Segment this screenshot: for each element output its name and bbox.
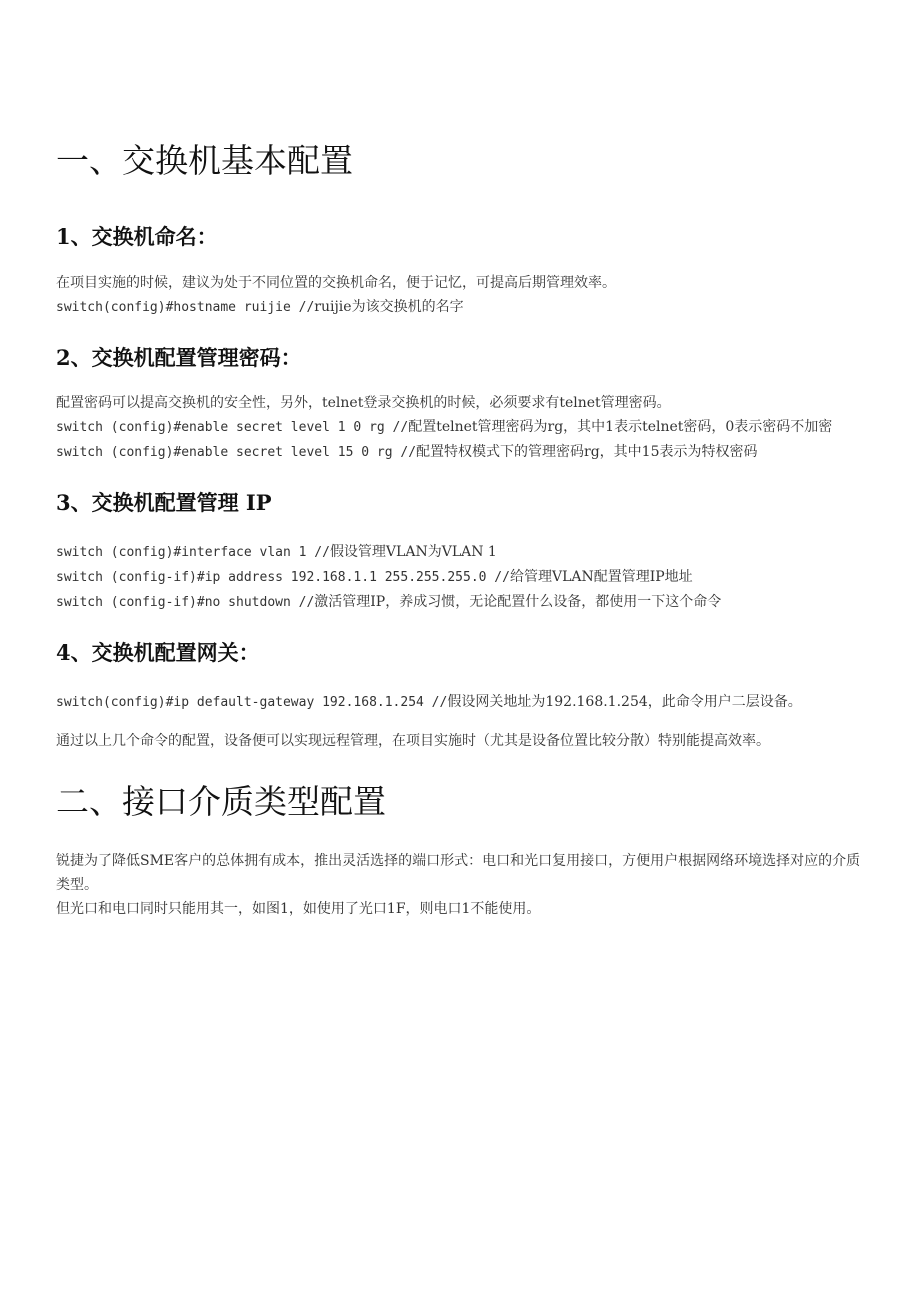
paragraph-naming-intro: 在项目实施的时候，建议为处于不同位置的交换机命名，便于记忆，可提高后期管理效率。 (56, 274, 616, 291)
command-comment: 配置特权模式下的管理密码rg，其中15表示为特权密码 (416, 443, 758, 460)
subheading-password: 2、交换机配置管理密码： (56, 344, 302, 370)
subheading-management-ip: 3、交换机配置管理 IP (56, 489, 272, 515)
command-text: switch (config-if)#ip address 192.168.1.1 255.255.255.0 // (56, 570, 510, 586)
section-heading-basic-config: 一、交换机基本配置 (56, 141, 353, 180)
paragraph-summary: 通过以上几个命令的配置，设备便可以实现远程管理，在项目实施时（尤其是设备位置比较分散）特别能提高效率。 (56, 733, 770, 750)
command-comment: 假设网关地址为192.168.1.254，此命令用户二层设备。 (447, 694, 802, 711)
paragraph-media-note: 但光口和电口同时只能用其一，如图1，如使用了光口1F，则电口1不能使用。 (56, 900, 541, 917)
command-text: switch (config-if)#no shutdown // (56, 595, 315, 611)
command-text: switch (config)#interface vlan 1 // (56, 545, 330, 561)
command-line-default-gateway (56, 690, 866, 715)
command-line-hostname (56, 295, 866, 320)
command-text: switch(config)#ip default-gateway 192.168.1.254 // (56, 695, 448, 711)
paragraph-media-intro: 锐捷为了降低SME客户的总体拥有成本，推出灵活选择的端口形式：电口和光口复用接口，方便用户根据网络环境选择对应的介质类型。 (56, 852, 861, 893)
command-text: switch(config)#hostname ruijie // (56, 299, 315, 315)
section-heading-media-type: 二、接口介质类型配置 (56, 782, 386, 822)
command-comment: 配置telnet管理密码为rg，其中1表示telnet密码，0表示密码不加密 (408, 418, 833, 435)
command-comment: 假设管理VLAN为VLAN 1 (329, 544, 497, 561)
command-line-no-shutdown (56, 590, 866, 615)
command-comment: 激活管理IP，养成习惯，无论配置什么设备，都使用一下这个命令 (314, 594, 722, 611)
command-line-ip-address (56, 565, 866, 590)
command-text: switch (config)#enable secret level 15 0 rg // (56, 444, 417, 460)
paragraph-password-intro: 配置密码可以提高交换机的安全性，另外，telnet登录交换机的时候，必须要求有telnet管理密码。 (56, 394, 671, 411)
command-line-telnet-secret (56, 415, 866, 440)
subheading-gateway: 4、交换机配置网关： (56, 640, 260, 666)
subheading-switch-naming: 1、交换机命名： (56, 224, 218, 250)
command-text: switch (config)#enable secret level 1 0 rg // (56, 419, 409, 435)
command-comment: ruijie为该交换机的名字 (314, 298, 464, 315)
command-line-interface-vlan (56, 540, 866, 565)
command-comment: 给管理VLAN配置管理IP地址 (509, 569, 693, 586)
command-line-privilege-secret (56, 440, 866, 465)
document-body (56, 140, 866, 921)
